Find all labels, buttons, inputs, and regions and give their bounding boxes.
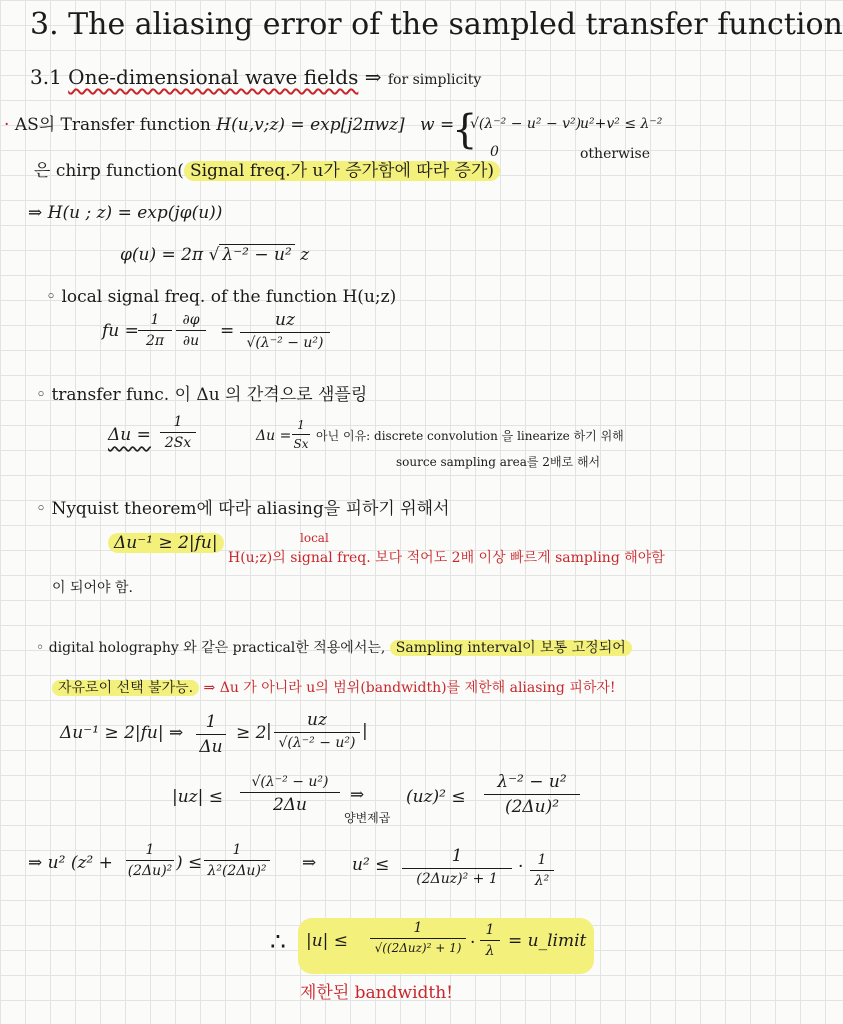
- bullet: ◦: [46, 287, 57, 307]
- bullet: ·: [4, 115, 10, 135]
- local-freq-text: local signal freq. of the function H(u;z): [61, 287, 397, 307]
- bullet: ◦: [36, 499, 47, 519]
- deriv3-lhs: ⇒ u² (z² +: [28, 853, 113, 873]
- page-title: 3. The aliasing error of the sampled transfer function: [30, 7, 843, 42]
- transfer-text: transfer func. 이 Δu 의 간격으로 샘플링: [51, 385, 368, 405]
- w-cond2: otherwise: [580, 146, 650, 162]
- local-freq-line: [46, 288, 396, 308]
- chirp-highlight: Signal freq.가 u가 증가함에 따라 증가): [184, 161, 500, 181]
- transfer-expr: H(u,v;z) = exp[j2πwz]: [216, 115, 405, 135]
- chirp-prefix: 은 chirp function(: [34, 161, 184, 181]
- condition-tail: 이 되어야 함.: [52, 580, 133, 596]
- fu-frac2: ∂φ ∂u: [176, 312, 206, 349]
- phi-rhs: z: [300, 245, 310, 265]
- nyquist-text: Nyquist theorem에 따라 aliasing을 피하기 위해서: [51, 499, 450, 519]
- deriv1-frac1: 1 Δu: [196, 712, 226, 757]
- deriv3-mid: u² ≤: [352, 855, 390, 875]
- result-rhs: = u_limit: [508, 931, 587, 951]
- local-label: local: [300, 531, 329, 545]
- deriv1-frac2: uz √(λ⁻² − u²): [274, 710, 360, 751]
- du-reason2: source sampling area를 2배로 해서: [396, 455, 601, 469]
- result-frac1: 1 √((2Δuz)² + 1): [370, 920, 466, 955]
- phi-root: λ⁻² − u²: [219, 244, 294, 265]
- deriv3-frac3: 1 (2Δuz)² + 1: [402, 846, 512, 887]
- deriv2-mid: (uz)² ≤: [406, 787, 466, 807]
- deriv3-frac1: 1 (2Δu)²: [127, 842, 173, 879]
- du-alt-lhs: Δu =: [256, 428, 292, 444]
- as-transfer-line: [4, 116, 405, 136]
- fu-frac1: 1 2π: [138, 312, 172, 349]
- digital-line: [36, 640, 632, 656]
- deriv3-arrow: ⇒: [302, 853, 317, 873]
- phi-lhs: φ(u) = 2π: [120, 245, 204, 265]
- as-prefix: AS의 Transfer function: [14, 115, 211, 135]
- du-alt-frac: 1 Sx: [293, 418, 309, 451]
- chirp-line: [34, 162, 500, 182]
- fu-eq: =: [220, 321, 235, 341]
- section-title: One-dimensional wave fields: [68, 65, 359, 89]
- nyquist-condition: [108, 534, 224, 554]
- nyquist-line: [36, 500, 450, 520]
- deriv1-mid: ≥ 2: [236, 723, 267, 743]
- w-case2: 0: [490, 144, 499, 160]
- condition-note: H(u;z)의 signal freq. 보다 적어도 2배 이상 빠르게 sampling 해야함: [228, 550, 665, 566]
- eq-phi: [120, 246, 309, 266]
- deriv3-close: ) ≤: [176, 853, 203, 873]
- deriv1-lhs: Δu⁻¹ ≥ 2|fu| ⇒: [60, 723, 184, 743]
- condition-expr: Δu⁻¹ ≥ 2|fu|: [108, 533, 224, 553]
- fu-lhs: fu =: [102, 321, 139, 341]
- deriv2-lhs: |uz| ≤: [172, 787, 224, 807]
- w-cond1: u²+v² ≤ λ⁻²: [580, 116, 663, 132]
- section-number: 3.1: [30, 65, 62, 89]
- w-case1: √(λ⁻² − u² − v²): [470, 116, 582, 132]
- deriv2-sub: 양변제곱: [344, 811, 391, 825]
- footer-note: 제한된 bandwidth!: [300, 983, 454, 1003]
- brace-icon: {: [452, 107, 478, 153]
- result-lhs: |u| ≤: [306, 931, 349, 951]
- digital-highlight1: Sampling interval이 보통 고정되어: [390, 640, 632, 656]
- digital-red: ⇒ Δu 가 아니라 u의 범위(bandwidth)를 제한해 aliasing 피하자!: [203, 680, 616, 696]
- sqrt-icon: √: [208, 245, 220, 265]
- bullet: ◦: [36, 385, 47, 405]
- deriv2-frac1: √(λ⁻² − u²) 2Δu: [240, 774, 340, 815]
- deriv2-frac2: λ⁻² − u² (2Δu)²: [484, 772, 580, 817]
- w-label: w =: [420, 115, 455, 135]
- du-frac: 1 2Sx: [160, 414, 196, 451]
- result-frac2: 1 λ: [480, 922, 500, 959]
- du-reason: 아닌 이유: discrete convolution 을 linearize 하기 위해: [316, 429, 624, 443]
- deriv3-frac2: 1 λ²(2Δu)²: [204, 842, 270, 879]
- section-note: for simplicity: [387, 72, 482, 88]
- arrow-icon: ⇒: [364, 65, 382, 89]
- digital-highlight2: 자유로이 선택 불가능.: [52, 680, 199, 696]
- digital-text: digital holography 와 같은 practical한 적용에서는,: [48, 640, 386, 656]
- therefore-icon: ∴: [270, 927, 286, 956]
- eq-H-phi: ⇒ H(u ; z) = exp(jφ(u)): [28, 203, 223, 223]
- deriv3-frac4: 1 λ²: [530, 852, 554, 889]
- digital-line2: [52, 680, 616, 696]
- bullet: ◦: [36, 640, 45, 656]
- section-heading: [30, 66, 481, 89]
- fu-frac3: uz √(λ⁻² − u²): [240, 310, 330, 351]
- transfer-sampling-line: [36, 386, 367, 406]
- du-lhs: Δu =: [108, 425, 151, 445]
- deriv2-arrow: ⇒: [350, 785, 365, 805]
